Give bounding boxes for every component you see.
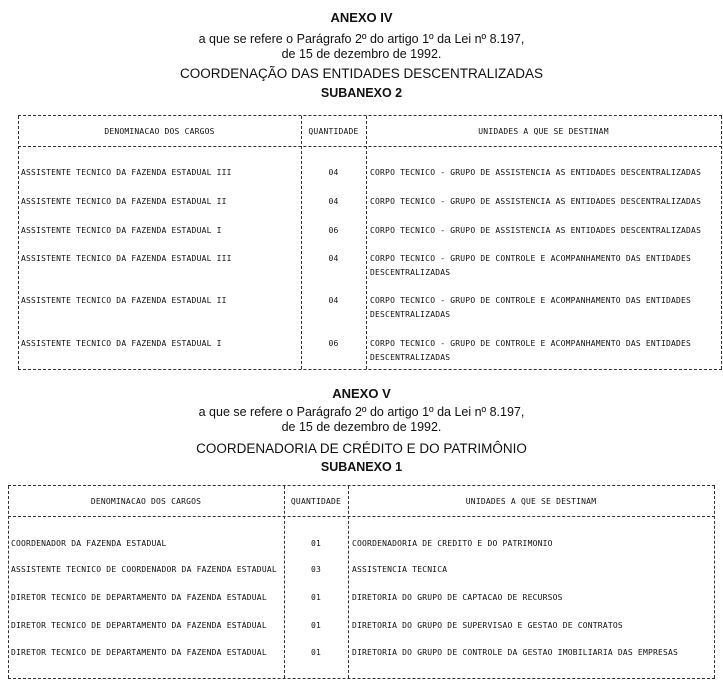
row-cargo: ASSISTENTE TECNICO DA FAZENDA ESTADUAL I — [21, 226, 222, 235]
row-cargo: ASSISTENTE TECNICO DA FAZENDA ESTADUAL III — [21, 168, 232, 177]
row-cargo: ASSISTENTE TECNICO DE COORDENADOR DA FAZENDA ESTADUAL — [11, 565, 277, 574]
row-unidade: ASSISTENCIA TECNICA — [352, 565, 448, 574]
anexo-v-reference: a que se refere o Parágrafo 2º do artigo 1º da Lei nº 8.197, — [198, 405, 525, 419]
anexo-iv-table — [18, 115, 722, 370]
row-unidade-continued: DESCENTRALIZADAS — [370, 310, 451, 319]
row-unidade: CORPO TECNICO - GRUPO DE ASSISTENCIA AS ENTIDADES DESCENTRALIZADAS — [370, 226, 702, 235]
row-cargo: ASSISTENTE TECNICO DA FAZENDA ESTADUAL II — [21, 197, 227, 206]
row-unidade: CORPO TECNICO - GRUPO DE ASSISTENCIA AS ENTIDADES DESCENTRALIZADAS — [370, 168, 702, 177]
header-unidades: UNIDADES A QUE SE DESTINAM — [465, 497, 597, 506]
row-quantidade: 01 — [310, 539, 322, 548]
row-unidade-continued: DESCENTRALIZADAS — [370, 353, 451, 362]
row-quantidade: 06 — [328, 339, 339, 348]
row-unidade-continued: DESCENTRALIZADAS — [370, 268, 451, 277]
header-denominacao: DENOMINACAO DOS CARGOS — [104, 127, 215, 136]
row-cargo: DIRETOR TECNICO DE DEPARTAMENTO DA FAZENDA ESTADUAL — [11, 621, 267, 630]
header-denominacao: DENOMINACAO DOS CARGOS — [90, 497, 202, 506]
row-quantidade: 06 — [328, 226, 339, 235]
anexo-v-subanexo: SUBANEXO 1 — [320, 460, 403, 474]
anexo-iv-coordination: COORDENAÇÃO DAS ENTIDADES DESCENTRALIZADAS — [179, 66, 544, 81]
header-quantidade: QUANTIDADE — [290, 497, 342, 506]
anexo-v-coordination: COORDENADORIA DE CRÉDITO E DO PATRIMÔNIO — [196, 441, 527, 456]
header-unidades: UNIDADES A QUE SE DESTINAM — [478, 127, 609, 136]
row-quantidade: 04 — [328, 296, 339, 305]
row-quantidade: 04 — [328, 168, 339, 177]
row-quantidade: 03 — [310, 565, 322, 574]
row-cargo: ASSISTENTE TECNICO DA FAZENDA ESTADUAL III — [21, 254, 232, 263]
row-quantidade: 04 — [328, 197, 339, 206]
row-unidade: CORPO TECNICO - GRUPO DE CONTROLE E ACOMPANHAMENTO DAS ENTIDADES — [370, 339, 692, 348]
anexo-v-date: de 15 de dezembro de 1992. — [281, 420, 442, 434]
header-quantidade: QUANTIDADE — [308, 127, 359, 136]
row-unidade: DIRETORIA DO GRUPO DE CONTROLE DA GESTAO IMOBILIARIA DAS EMPRESAS — [352, 648, 679, 657]
row-cargo: DIRETOR TECNICO DE DEPARTAMENTO DA FAZENDA ESTADUAL — [11, 648, 267, 657]
row-unidade: COORDENADORIA DE CREDITO E DO PATRIMONIO — [352, 539, 553, 548]
row-unidade: CORPO TECNICO - GRUPO DE CONTROLE E ACOMPANHAMENTO DAS ENTIDADES — [370, 254, 692, 263]
row-cargo: ASSISTENTE TECNICO DA FAZENDA ESTADUAL I — [21, 339, 222, 348]
row-unidade: DIRETORIA DO GRUPO DE SUPERVISAO E GESTAO DE CONTRATOS — [352, 621, 623, 630]
row-quantidade: 04 — [328, 254, 339, 263]
anexo-iv-date: de 15 de dezembro de 1992. — [281, 47, 442, 61]
row-cargo: COORDENADOR DA FAZENDA ESTADUAL — [11, 539, 167, 548]
row-unidade: DIRETORIA DO GRUPO DE CAPTACAO DE RECURSOS — [352, 593, 563, 602]
anexo-iv-subanexo: SUBANEXO 2 — [320, 86, 403, 100]
row-quantidade: 01 — [310, 621, 322, 630]
anexo-iv-reference: a que se refere o Parágrafo 2º do artigo 1º da Lei nº 8.197, — [198, 32, 525, 46]
anexo-iv-title: ANEXO IV — [330, 10, 393, 25]
anexo-v-title: ANEXO V — [332, 386, 391, 401]
anexo-v-table — [8, 485, 715, 679]
row-cargo: ASSISTENTE TECNICO DA FAZENDA ESTADUAL II — [21, 296, 227, 305]
row-quantidade: 01 — [310, 648, 322, 657]
row-unidade: CORPO TECNICO - GRUPO DE CONTROLE E ACOMPANHAMENTO DAS ENTIDADES — [370, 296, 692, 305]
row-cargo: DIRETOR TECNICO DE DEPARTAMENTO DA FAZENDA ESTADUAL — [11, 593, 267, 602]
row-unidade: CORPO TECNICO - GRUPO DE ASSISTENCIA AS ENTIDADES DESCENTRALIZADAS — [370, 197, 702, 206]
row-quantidade: 01 — [310, 593, 322, 602]
